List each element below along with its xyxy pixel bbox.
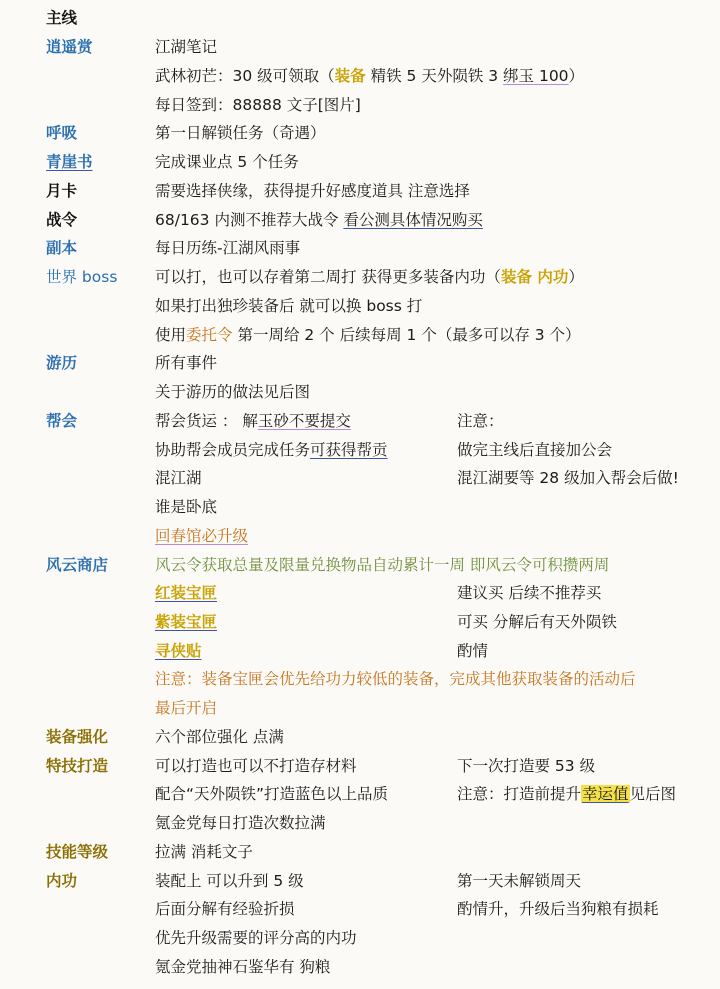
row-key: 战令 [46, 211, 78, 229]
row-note: 做完主线后直接加公会 [457, 441, 613, 459]
row-text: 江湖笔记 [155, 38, 218, 56]
row-text: 需要选择侠缘，获得提升好感度道具 注意选择 [155, 182, 470, 200]
row-note: 混江湖要等 28 级加入帮会后做! [457, 469, 679, 487]
row-text: 注意：装备宝匣会优先给功力较低的装备，完成其他获取装备的活动后 [155, 670, 636, 688]
row-text: 后面分解有经验折损 [155, 900, 295, 918]
row-text: 优先升级需要的评分高的内功 [155, 929, 357, 947]
row-text: 装配上 可以升到 5 级 [155, 872, 304, 890]
row-text: 帮会货运 ： 解玉砂不要提交 [155, 412, 351, 430]
row-text: 可以打，也可以存着第二周打 获得更多装备内功（装备 内功） [155, 268, 584, 286]
row-note: 下一次打造要 53 级 [457, 757, 596, 775]
row-key: 月卡 [46, 182, 78, 200]
row-key: 游历 [46, 354, 78, 372]
row-key: 帮会 [46, 412, 78, 430]
row-note: 酌情 [457, 642, 489, 660]
row-text: 协助帮会成员完成任务可获得帮贡 [155, 441, 388, 459]
row-text: 回春馆必升级 [155, 527, 249, 545]
row-text: 六个部位强化 点满 [155, 728, 284, 746]
row-note: 第一天未解锁周天 [457, 872, 582, 890]
row-note: 建议买 后续不推荐买 [457, 584, 602, 602]
row-key: 世界 boss [46, 268, 118, 286]
row-key: 特技打造 [46, 757, 109, 775]
row-text: 风云令获取总量及限量兑换物品自动累计一周 即风云令可积攒两周 [155, 556, 610, 574]
row-text: 所有事件 [155, 354, 218, 372]
row-text: 第一日解锁任务（奇遇） [155, 124, 326, 142]
row-text: 混江湖 [155, 469, 202, 487]
row-text: 每日历练-江湖风雨事 [155, 239, 301, 257]
row-text: 使用委托令 第一周给 2 个 后续每周 1 个（最多可以存 3 个） [155, 326, 581, 344]
row-key: 青崖书 [46, 153, 93, 171]
row-text: 可以打造也可以不打造存材料 [155, 757, 357, 775]
row-key: 副本 [46, 239, 78, 257]
row-text: 紫装宝匣 [155, 613, 218, 631]
row-key: 技能等级 [46, 843, 109, 861]
row-text: 关于游历的做法见后图 [155, 383, 311, 401]
row-text: 68/163 内测不推荐大战令 看公测具体情况购买 [155, 211, 483, 229]
bound-jade-text: 绑玉 100 [503, 67, 569, 85]
row-note: 可买 分解后有天外陨铁 [457, 613, 617, 631]
row-text: 配合“天外陨铁”打造蓝色以上品质 [155, 785, 389, 803]
row-text: 氪金党每日打造次数拉满 [155, 814, 326, 832]
row-key: 逍遥赏 [46, 38, 93, 56]
row-text: 每日签到：88888 文子[图片] [155, 96, 361, 114]
row-key: 装备强化 [46, 728, 109, 746]
row-key: 内功 [46, 872, 78, 890]
row-key: 风云商店 [46, 556, 109, 574]
row-text: 完成课业点 5 个任务 [155, 153, 299, 171]
row-text: 氪金党抽神石鉴华有 狗粮 [155, 958, 331, 976]
row-key: 呼吸 [46, 124, 78, 142]
row-note: 注意：打造前提升幸运值见后图 [457, 785, 677, 803]
equip-highlight: 装备 [334, 67, 366, 85]
luck-value-highlight: 幸运值 [582, 785, 629, 803]
row-text: 寻侠贴 [155, 642, 202, 660]
row-key: 主线 [46, 9, 78, 27]
row-text: 武林初芒：30 级可领取（装备 精铁 5 天外陨铁 3 绑玉 100） [155, 67, 585, 85]
row-text: 如果打出独珍装备后 就可以换 boss 打 [155, 297, 423, 315]
row-note: 注意： [457, 412, 504, 430]
row-text: 拉满 消耗文子 [155, 843, 253, 861]
row-text: 红装宝匣 [155, 584, 218, 602]
row-note: 酌情升，升级后当狗粮有损耗 [457, 900, 659, 918]
row-text: 最后开启 [155, 699, 218, 717]
row-text: 谁是卧底 [155, 498, 218, 516]
